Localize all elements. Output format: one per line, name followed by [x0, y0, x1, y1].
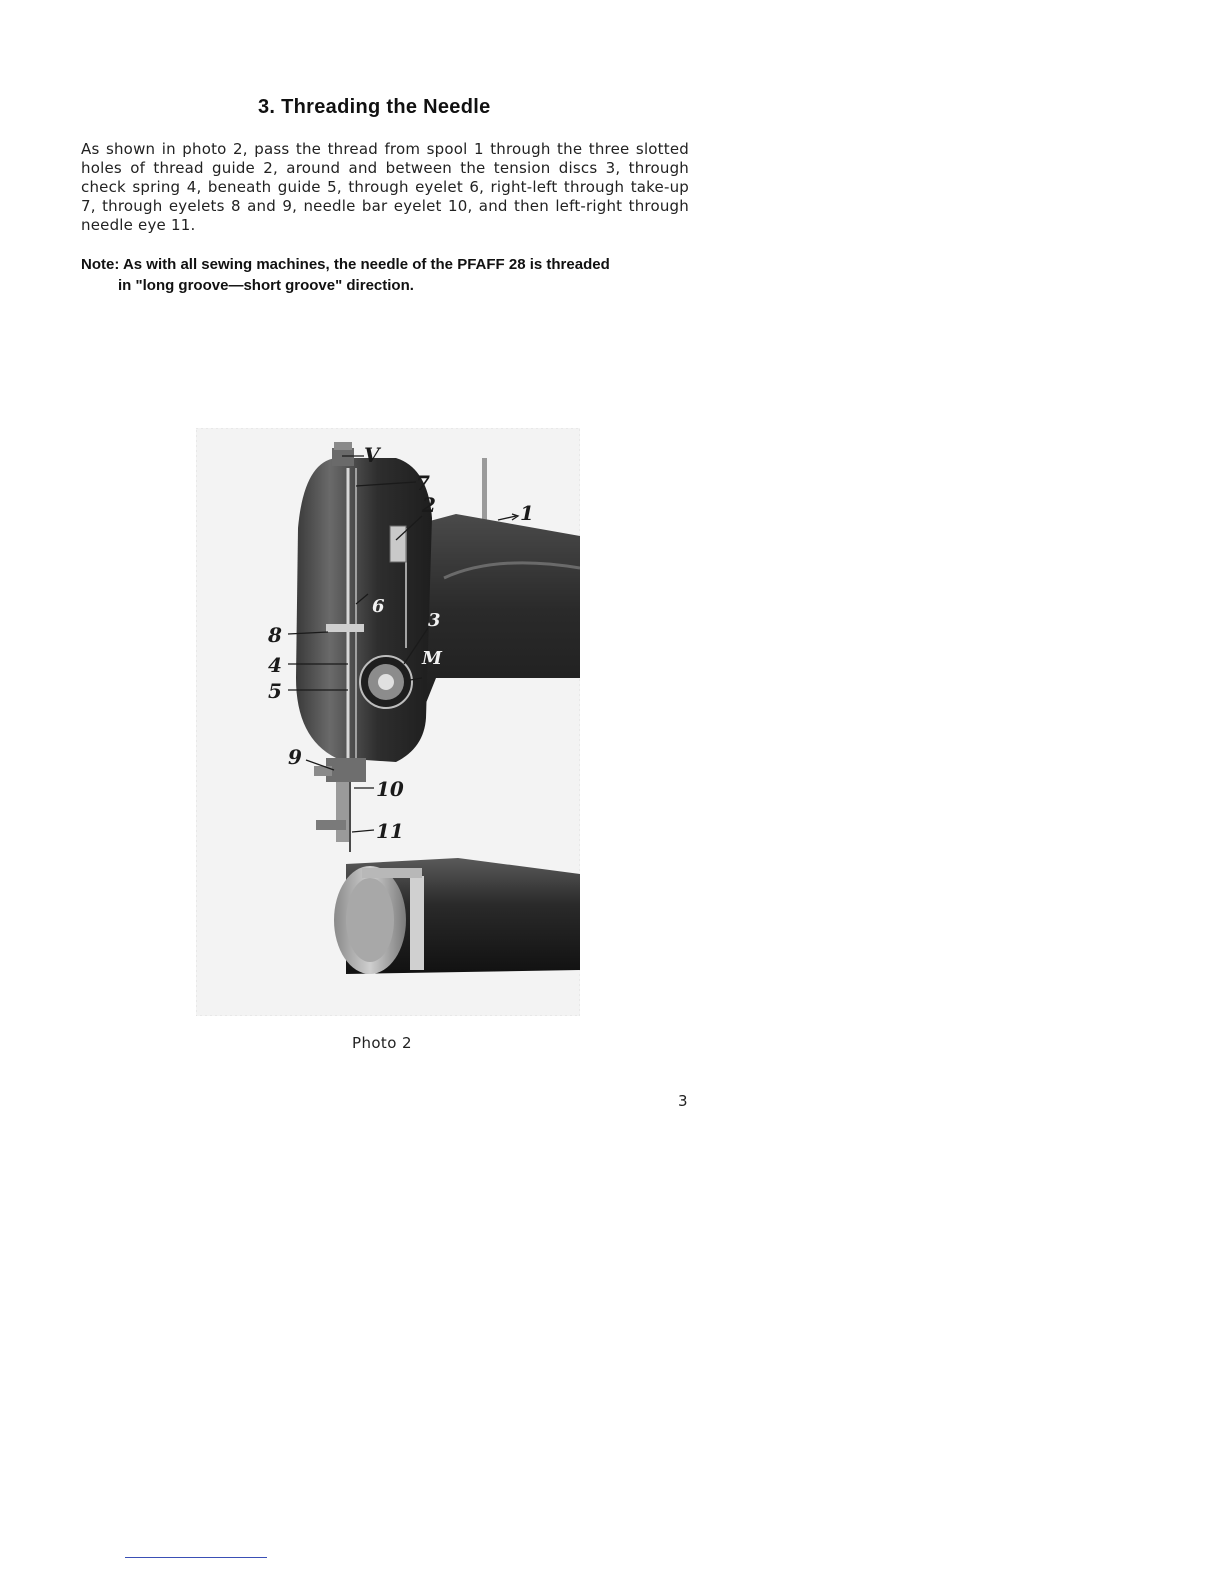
callout-2: 2 — [422, 493, 436, 517]
eyelet-bracket — [326, 624, 364, 632]
note-label: Note: — [81, 256, 120, 273]
note-block — [81, 254, 689, 296]
footer-rule — [125, 1557, 267, 1558]
callout-9: 9 — [288, 745, 302, 769]
callout-5: 5 — [268, 679, 282, 703]
top-cap — [332, 448, 354, 466]
note-line-2: in "long groove—short groove" direction. — [118, 277, 414, 294]
callout-m: M — [422, 648, 442, 669]
thread-guide — [390, 526, 406, 562]
callout-4: 4 — [268, 653, 282, 677]
callout-6: 6 — [372, 596, 385, 617]
callout-v: V — [364, 443, 380, 467]
callout-10: 10 — [376, 777, 404, 801]
instructions-paragraph: As shown in photo 2, pass the thread from spool 1 through the three slotted holes of thread guide 2, around and between the tension discs 3, through check spring 4, beneath guide 5, through eyelet 6, right-left through take-up 7, through eyelets 8 and 9, needle bar eyelet 10, and then left-right through needle eye 11. — [81, 140, 689, 234]
machine-head — [296, 458, 432, 762]
note-line-1: As with all sewing machines, the needle of the PFAFF 28 is threaded — [122, 256, 610, 273]
callout-11: 11 — [376, 819, 404, 843]
section-heading: 3. Threading the Needle — [258, 96, 491, 118]
callout-7: 7 — [416, 471, 430, 495]
callout-1: 1 — [520, 501, 534, 525]
photo-caption: Photo 2 — [352, 1034, 412, 1052]
callout-3: 3 — [428, 610, 441, 631]
page-number: 3 — [678, 1092, 688, 1110]
photo-2-figure — [196, 428, 580, 1016]
callout-8: 8 — [268, 623, 282, 647]
